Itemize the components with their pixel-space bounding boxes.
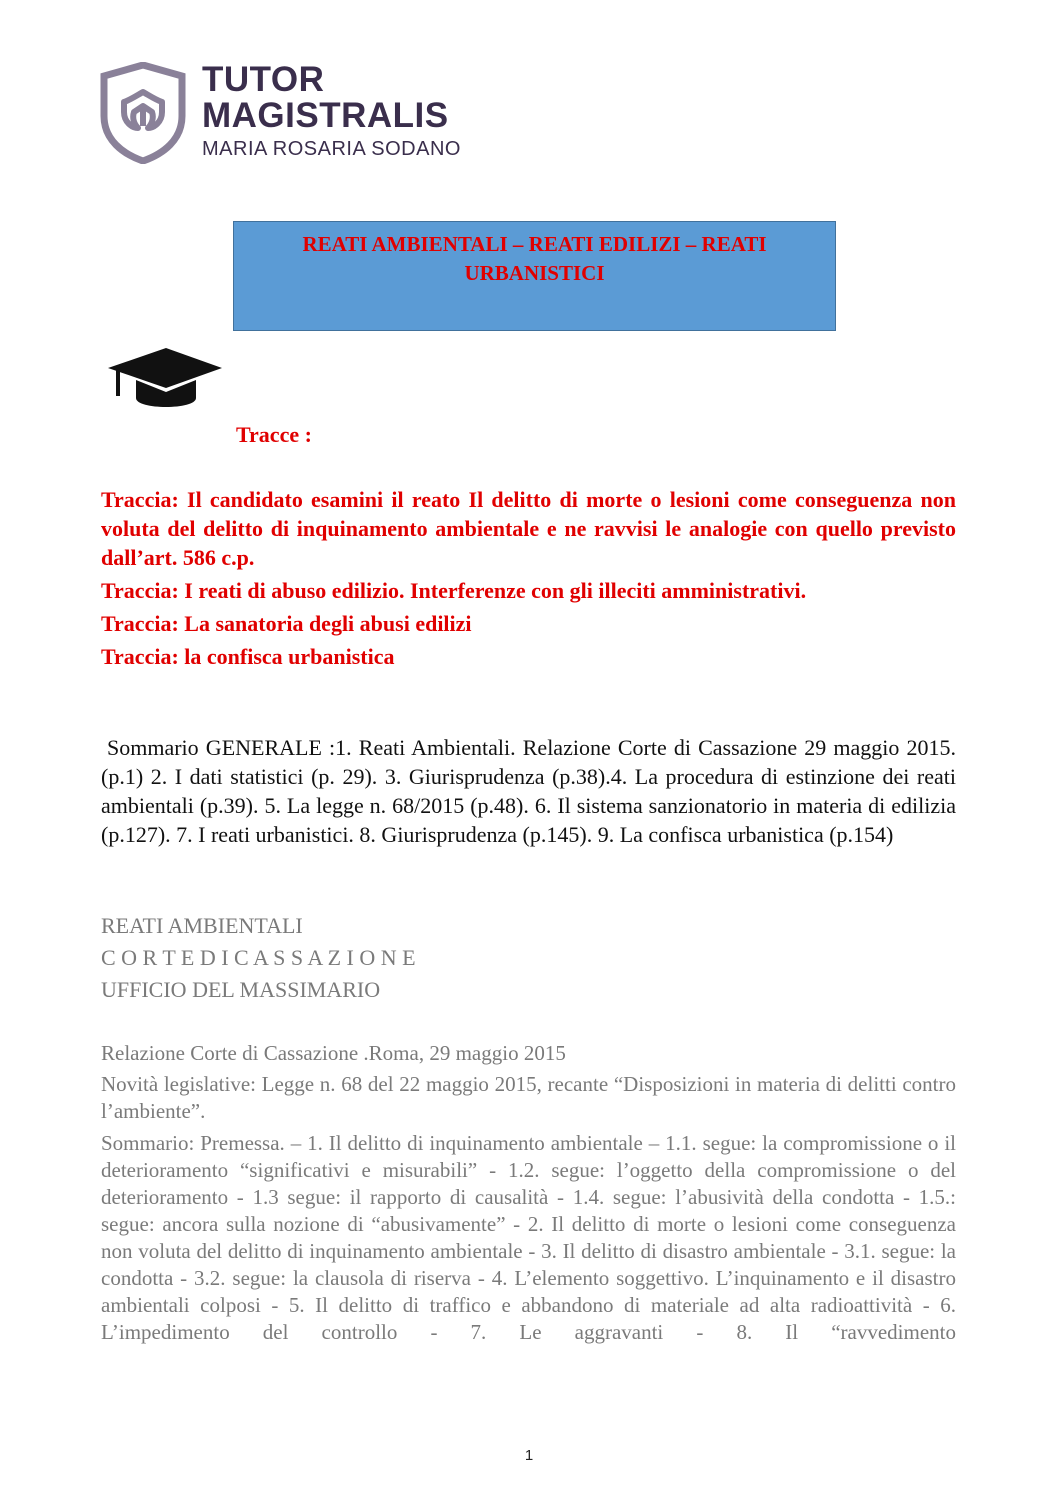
relazione-line: Relazione Corte di Cassazione .Roma, 29 maggio 2015 xyxy=(101,1041,566,1065)
section-line-2: C O R T E D I C A S S A Z I O N E xyxy=(101,945,416,970)
tracce-list xyxy=(101,485,956,675)
section-line-1: REATI AMBIENTALI xyxy=(101,913,303,938)
brand-text xyxy=(202,62,461,164)
title-line-1: REATI AMBIENTALI – REATI EDILIZI – REATI xyxy=(302,232,767,256)
traccia-item: Traccia: La sanatoria degli abusi edilizi xyxy=(101,611,472,636)
logo xyxy=(100,62,500,172)
traccia-item: Traccia: I reati di abuso edilizio. Interferenze con gli illeciti amministrativi. xyxy=(101,578,807,603)
title-line-2: URBANISTICI xyxy=(464,261,605,285)
tracce-heading: Tracce : xyxy=(236,422,312,447)
section-heading xyxy=(101,910,956,1006)
brand-line-1: TUTOR xyxy=(202,60,325,99)
title-box xyxy=(233,221,836,331)
brand-line-3: MARIA ROSARIA SODANO xyxy=(202,138,461,160)
graduation-cap-icon xyxy=(106,346,224,416)
novita-paragraph: Novità legislative: Legge n. 68 del 22 maggio 2015, recante “Disposizioni in materia di delitti contro l’ambiente”. xyxy=(101,1072,956,1123)
sommario-generale: Sommario GENERALE :1. Reati Ambientali. Relazione Corte di Cassazione 29 maggio 2015. (p.1) 2. I dati statistici (p. 29). 3. Giurisprudenza (p.38).4. La procedura di estinzione dei reati ambientali (p.39). 5. La legge n. 68/2015 (p.48). 6. Il sistema sanzionatorio in materia di edilizia (p.127). 7. I reati urbanistici. 8. Giurisprudenza (p.145). 9. La confisca urbanistica (p.154) xyxy=(101,735,956,847)
page-number: 1 xyxy=(524,1447,534,1464)
traccia-item: Traccia: Il candidato esamini il reato Il delitto di morte o lesioni come conseguenza non voluta del delitto di inquinamento ambientale e ne ravvisi le analogie con quello previsto dall’art. 586 c.p. xyxy=(101,487,956,570)
brand-line-2: MAGISTRALIS xyxy=(202,96,449,135)
shield-logo-icon xyxy=(100,62,186,164)
sommario-paragraph: Sommario: Premessa. – 1. Il delitto di inquinamento ambientale – 1.1. segue: la compromissione o il deterioramento “significativi e misurabili” - 1.2. segue: l’oggetto della compromissione o del deterioramento - 1.3 segue: il rapporto di causalità - 1.4. segue: l’abusività della condotta - 1.5.: segue: ancora sulla nozione di “abusivamente” - 2. Il delitto di morte o lesioni come conseguenza non voluta del delitto di inquinamento ambientale - 3. Il delitto di disastro ambientale - 3.1. segue: la condotta - 3.2. segue: la clausola di riserva - 4. L’elemento soggettivo. L’inquinamento e il disastro ambientali colposi - 5. Il delitto di traffico e abbandono di materiale ad alta radioattività - 6. L’impedimento del controllo - 7. Le aggravanti - 8. Il “ravvedimento xyxy=(101,1131,956,1344)
traccia-item: Traccia: la confisca urbanistica xyxy=(101,644,395,669)
section-line-3: UFFICIO DEL MASSIMARIO xyxy=(101,977,381,1002)
